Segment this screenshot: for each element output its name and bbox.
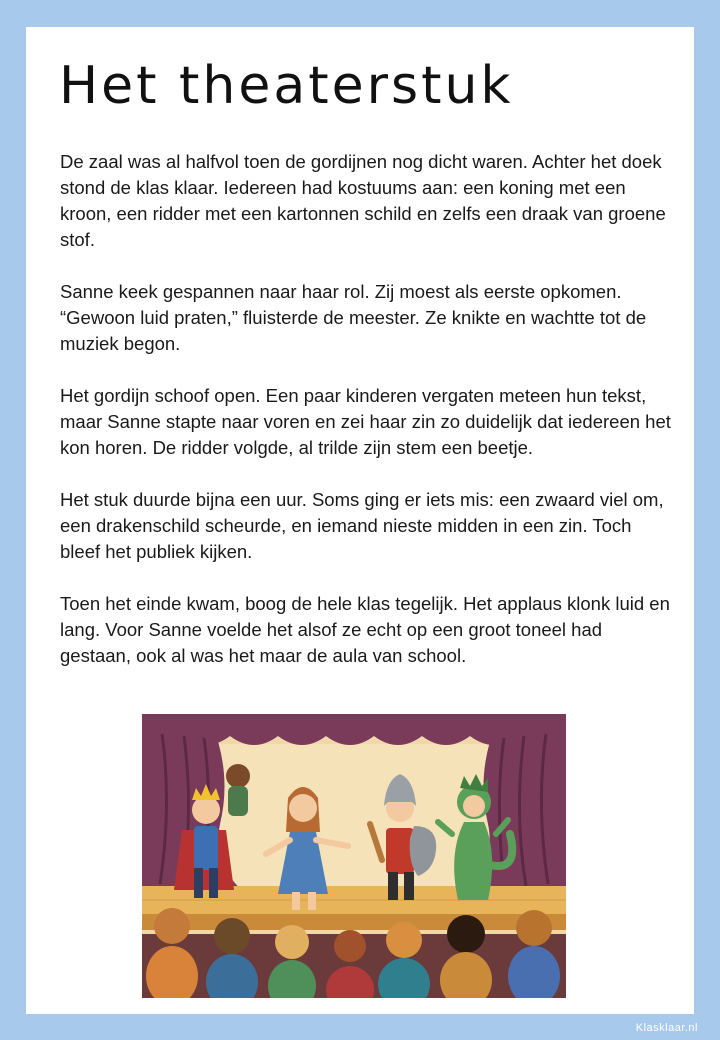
paragraph-2: Sanne keek gespannen naar haar rol. Zij moest als eerste opkomen. “Gewoon luid praten,” fluisterde de meester. Ze knikte en wachtte tot de muziek begon. [60,281,647,354]
footer-brand: Klasklaar.nl [635,1022,698,1034]
paragraph-3: Het gordijn schoof open. Een paar kinderen vergaten meteen hun tekst, maar Sanne stapte naar voren en zei haar zin zo duidelijk dat iedereen het kon horen. De ridder volgde, al trilde zijn stem een beetje. [60,385,671,458]
theater-illustration [142,714,566,998]
paragraph-5: Toen het einde kwam, boog de hele klas tegelijk. Het applaus klonk luid en lang. Voor Sanne voelde het alsof ze echt op een groot toneel had gestaan, ook al was het maar de aula van school. [60,593,670,666]
page-title: Het theaterstuk [59,56,514,116]
paragraph-1: De zaal was al halfvol toen de gordijnen nog dicht waren. Achter het doek stond de klas klaar. Iedereen had kostuums aan: een koning met een kroon, een ridder met een kartonnen schild en zelfs een draak van groene stof. [60,151,666,250]
worksheet-page [26,27,694,1014]
story-text [60,149,672,695]
theater-scene-image [142,714,566,998]
paragraph-4: Het stuk duurde bijna een uur. Soms ging er iets mis: een zwaard viel om, een drakenschild scheurde, en iemand nieste midden in een zin. Toch bleef het publiek kijken. [60,489,664,562]
